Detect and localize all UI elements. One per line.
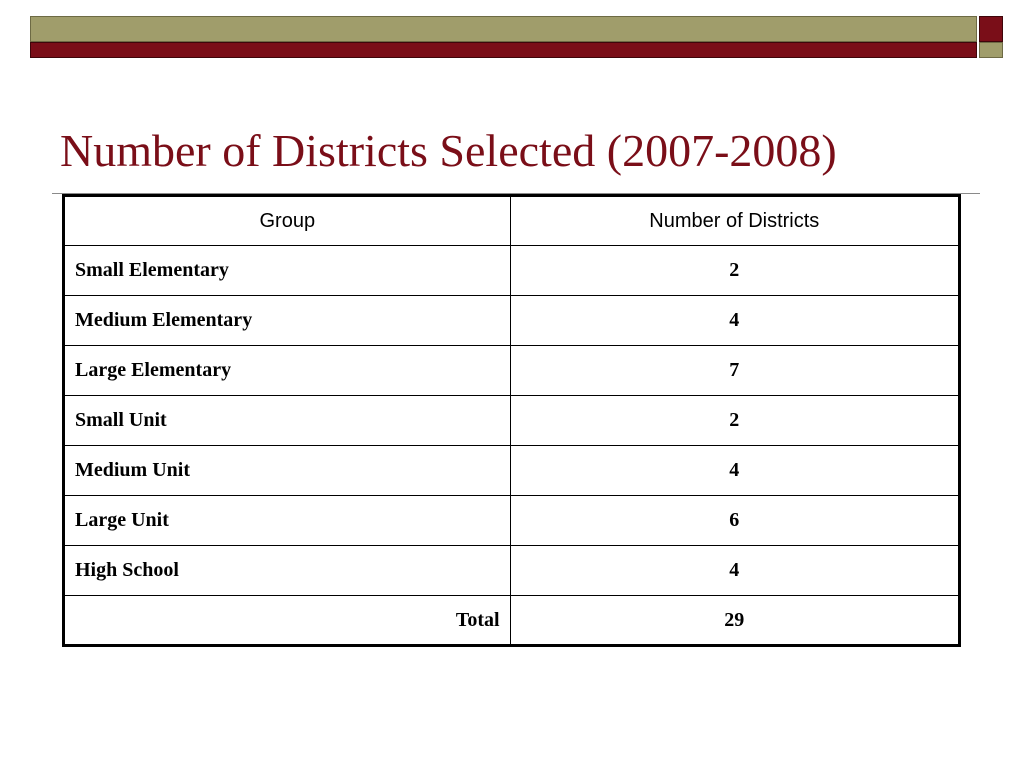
table-header-row [64, 196, 960, 246]
table-row [64, 446, 960, 496]
districts-table [62, 194, 961, 647]
row-group-cell: Large Unit [64, 496, 511, 546]
header-band-maroon [30, 42, 977, 58]
table-row [64, 546, 960, 596]
row-group-cell: High School [64, 546, 511, 596]
slide-title: Number of Districts Selected (2007-2008) [60, 125, 837, 176]
row-count-cell: 4 [510, 296, 959, 346]
row-group-cell: Small Elementary [64, 246, 511, 296]
header-group: Group [64, 196, 511, 246]
table-row [64, 346, 960, 396]
total-count: 29 [510, 596, 959, 646]
row-group-cell: Large Elementary [64, 346, 511, 396]
row-group-cell: Small Unit [64, 396, 511, 446]
table-row [64, 496, 960, 546]
table-row [64, 296, 960, 346]
row-count-cell: 2 [510, 396, 959, 446]
row-count-cell: 6 [510, 496, 959, 546]
header-square-olive [979, 42, 1003, 58]
table-row [64, 246, 960, 296]
table-row [64, 396, 960, 446]
row-group-cell: Medium Unit [64, 446, 511, 496]
header-square-maroon [979, 16, 1003, 42]
row-count-cell: 4 [510, 446, 959, 496]
header-band-olive [30, 16, 977, 42]
row-count-cell: 4 [510, 546, 959, 596]
row-count-cell: 2 [510, 246, 959, 296]
total-label: Total [64, 596, 511, 646]
row-count-cell: 7 [510, 346, 959, 396]
table-total-row [64, 596, 960, 646]
row-group-cell: Medium Elementary [64, 296, 511, 346]
header-number-of-districts: Number of Districts [510, 196, 959, 246]
